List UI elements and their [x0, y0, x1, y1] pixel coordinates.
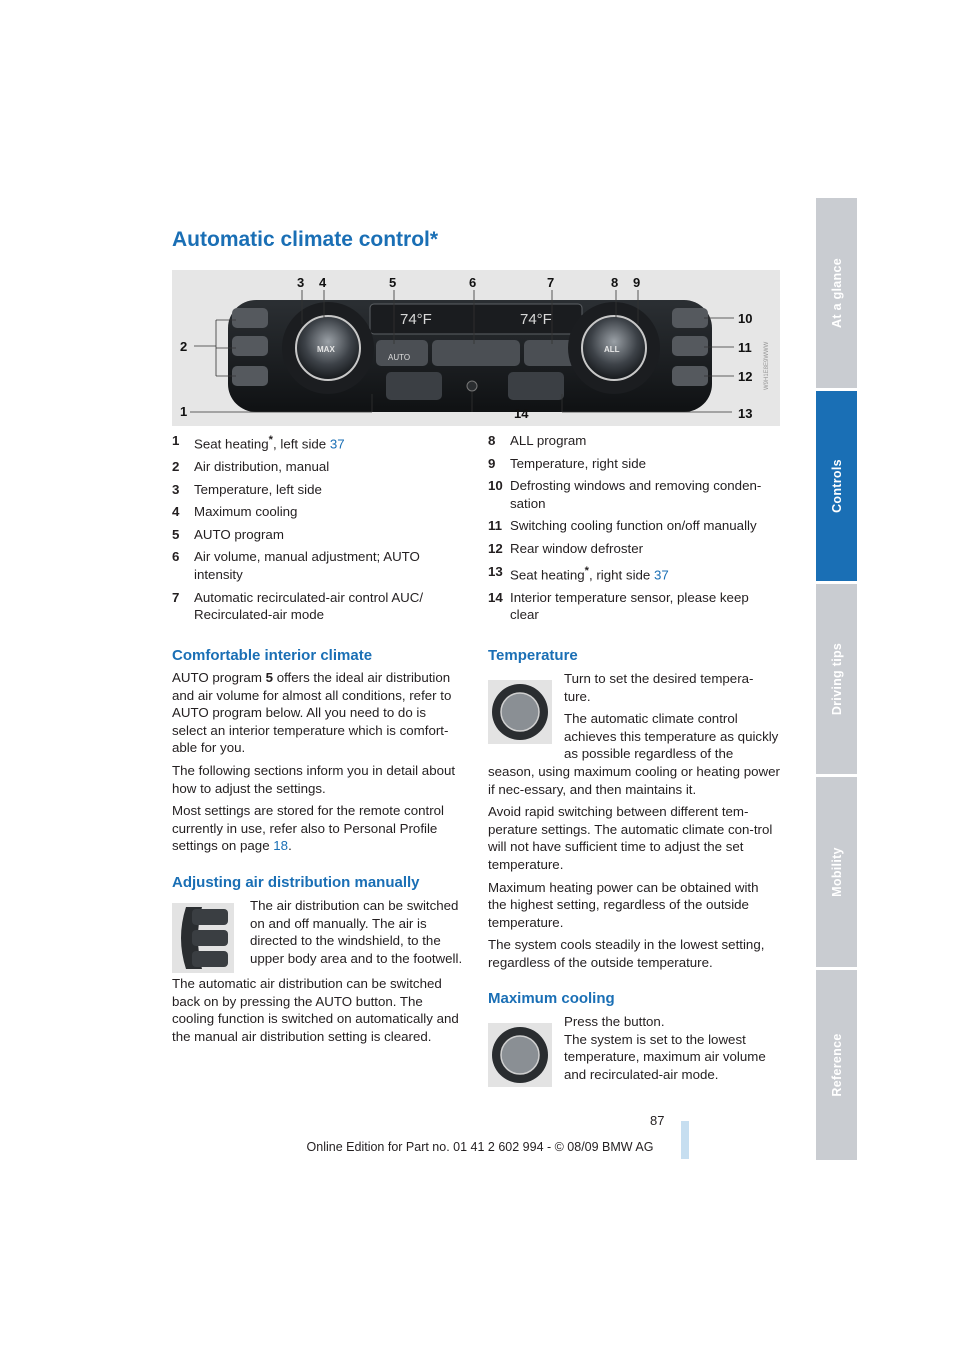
- legend-item: 12 Rear window defroster: [488, 540, 644, 556]
- legend-item: 3 Temperature, left side: [172, 481, 322, 497]
- callout-5: 5: [389, 275, 397, 290]
- section-heading: Temperature: [488, 647, 578, 664]
- legend-right: [488, 432, 780, 629]
- display-temp-left: 74°F: [400, 311, 432, 328]
- legend-item: 14 Interior temperature sensor, please keep clear: [488, 589, 749, 623]
- callout-1: 1: [180, 404, 188, 419]
- section-air-distribution: [172, 874, 464, 1045]
- temperature-knob-illustration: [488, 680, 552, 744]
- legend-item: 7 Automatic recirculated-air control AUC/ Recirculated-air mode: [172, 589, 424, 623]
- chapter-sidebar: [816, 198, 857, 1160]
- section-temperature: [488, 647, 780, 972]
- tab-reference[interactable]: Reference: [816, 970, 857, 1160]
- legend-item: 5 AUTO program: [172, 526, 284, 542]
- callout-8: 8: [611, 275, 619, 290]
- air-distribution-buttons-image: [172, 903, 234, 973]
- callout-3: 3: [297, 275, 305, 290]
- section-heading: Maximum cooling: [488, 990, 615, 1007]
- legend-item: 9 Temperature, right side: [488, 455, 646, 471]
- all-button-label: ALL: [604, 345, 620, 354]
- paragraph: Most settings are stored for the remote control currently in use, refer also to Personal Profile settings on page 18.: [172, 803, 444, 854]
- callout-4: 4: [319, 275, 327, 290]
- paragraph: The automatic climate control achieves this temperature as quickly as possible regardless of the season, using maximum cooling or heating power if nec-essary, and then maintains it.: [488, 711, 780, 797]
- legend-item: 6 Air volume, manual adjustment; AUTO intensity: [172, 549, 420, 582]
- tab-driving-tips[interactable]: Driving tips: [816, 584, 857, 774]
- tab-mobility[interactable]: Mobility: [816, 777, 857, 967]
- paragraph: Turn to set the desired tempera-ture.: [564, 671, 754, 704]
- legend-item: 8 ALL program: [488, 433, 587, 448]
- display-temp-right: 74°F: [520, 311, 552, 328]
- legend-item: 10 Defrosting windows and removing conden-sation: [488, 478, 762, 511]
- paragraph: The air distribution can be switched on and off manually. The air is directed to the windshield, to the upper body area and to the footwell.: [250, 898, 463, 966]
- page-ref-link[interactable]: 18: [273, 838, 289, 854]
- page-ref-link[interactable]: 37: [329, 436, 345, 452]
- footer-edition: Online Edition for Part no. 01 41 2 602 994 - © 08/09 BMW AG: [306, 1140, 654, 1154]
- paragraph: The system is set to the lowest temperature, maximum air volume and recirculated-air mode.: [564, 1031, 766, 1082]
- callout-10: 10: [738, 311, 753, 326]
- figure-watermark: W9H1E8E9WWW: [764, 341, 770, 390]
- page-title: Automatic climate control*: [172, 228, 439, 251]
- legend-item: 13 Seat heating*, right side 37: [488, 563, 669, 582]
- callout-9: 9: [633, 275, 641, 290]
- section-maximum-cooling: [488, 990, 780, 1089]
- max-button-label: MAX: [317, 345, 335, 354]
- max-button-image: [488, 1023, 552, 1087]
- callout-12: 12: [738, 369, 753, 384]
- legend-left: [172, 432, 462, 629]
- legend-item: 2 Air distribution, manual: [172, 459, 330, 475]
- section-heading: Comfortable interior climate: [172, 647, 373, 664]
- paragraph: Press the button.: [564, 1014, 665, 1029]
- climate-control-panel-illustration: [172, 270, 780, 426]
- legend-item: 11 Switching cooling function on/off manually: [488, 518, 757, 534]
- tab-at-a-glance[interactable]: At a glance: [816, 198, 857, 388]
- paragraph: The following sections inform you in detail about how to adjust the settings.: [172, 762, 456, 796]
- section-comfortable-climate: [172, 647, 464, 855]
- air-distribution-buttons-illustration: [172, 903, 234, 973]
- auto-button-label: AUTO: [388, 353, 411, 362]
- callout-14: 14: [514, 406, 529, 421]
- tab-controls[interactable]: Controls: [816, 391, 857, 581]
- max-knob-illustration: [488, 1023, 552, 1087]
- paragraph: Maximum heating power can be obtained with the highest setting, regardless of the outside temperature.: [488, 879, 759, 930]
- paragraph: The automatic air distribution can be switched back on by pressing the AUTO button. The cooling function is switched on automatically and the manual air distribution setting is cleared.: [172, 976, 459, 1044]
- section-heading: Adjusting air distribution manually: [172, 874, 420, 891]
- callout-11: 11: [738, 340, 752, 355]
- callout-6: 6: [469, 275, 477, 290]
- callout-13: 13: [738, 406, 753, 421]
- paragraph: AUTO program 5 offers the ideal air distribution and air volume for almost all conditions, refer to AUTO program below. All you need to do is select an interior temperature which is comfort-able for you.: [172, 670, 452, 756]
- callout-7: 7: [547, 275, 555, 290]
- climate-control-panel-image: [172, 270, 780, 426]
- page-ref-link[interactable]: 37: [654, 566, 669, 582]
- legend-item: 1 Seat heating*, left side 37: [172, 433, 345, 452]
- page-number: 87: [650, 1113, 665, 1128]
- paragraph: The system cools steadily in the lowest setting, regardless of the outside temperature.: [488, 937, 765, 970]
- paragraph: Avoid rapid switching between different tem-perature settings. The automatic climate con-trol will not have sufficient time to adjust the set temperature.: [488, 804, 773, 872]
- legend-item: 4 Maximum cooling: [172, 504, 298, 520]
- callout-2: 2: [180, 339, 188, 354]
- temperature-knob-image: [488, 680, 552, 744]
